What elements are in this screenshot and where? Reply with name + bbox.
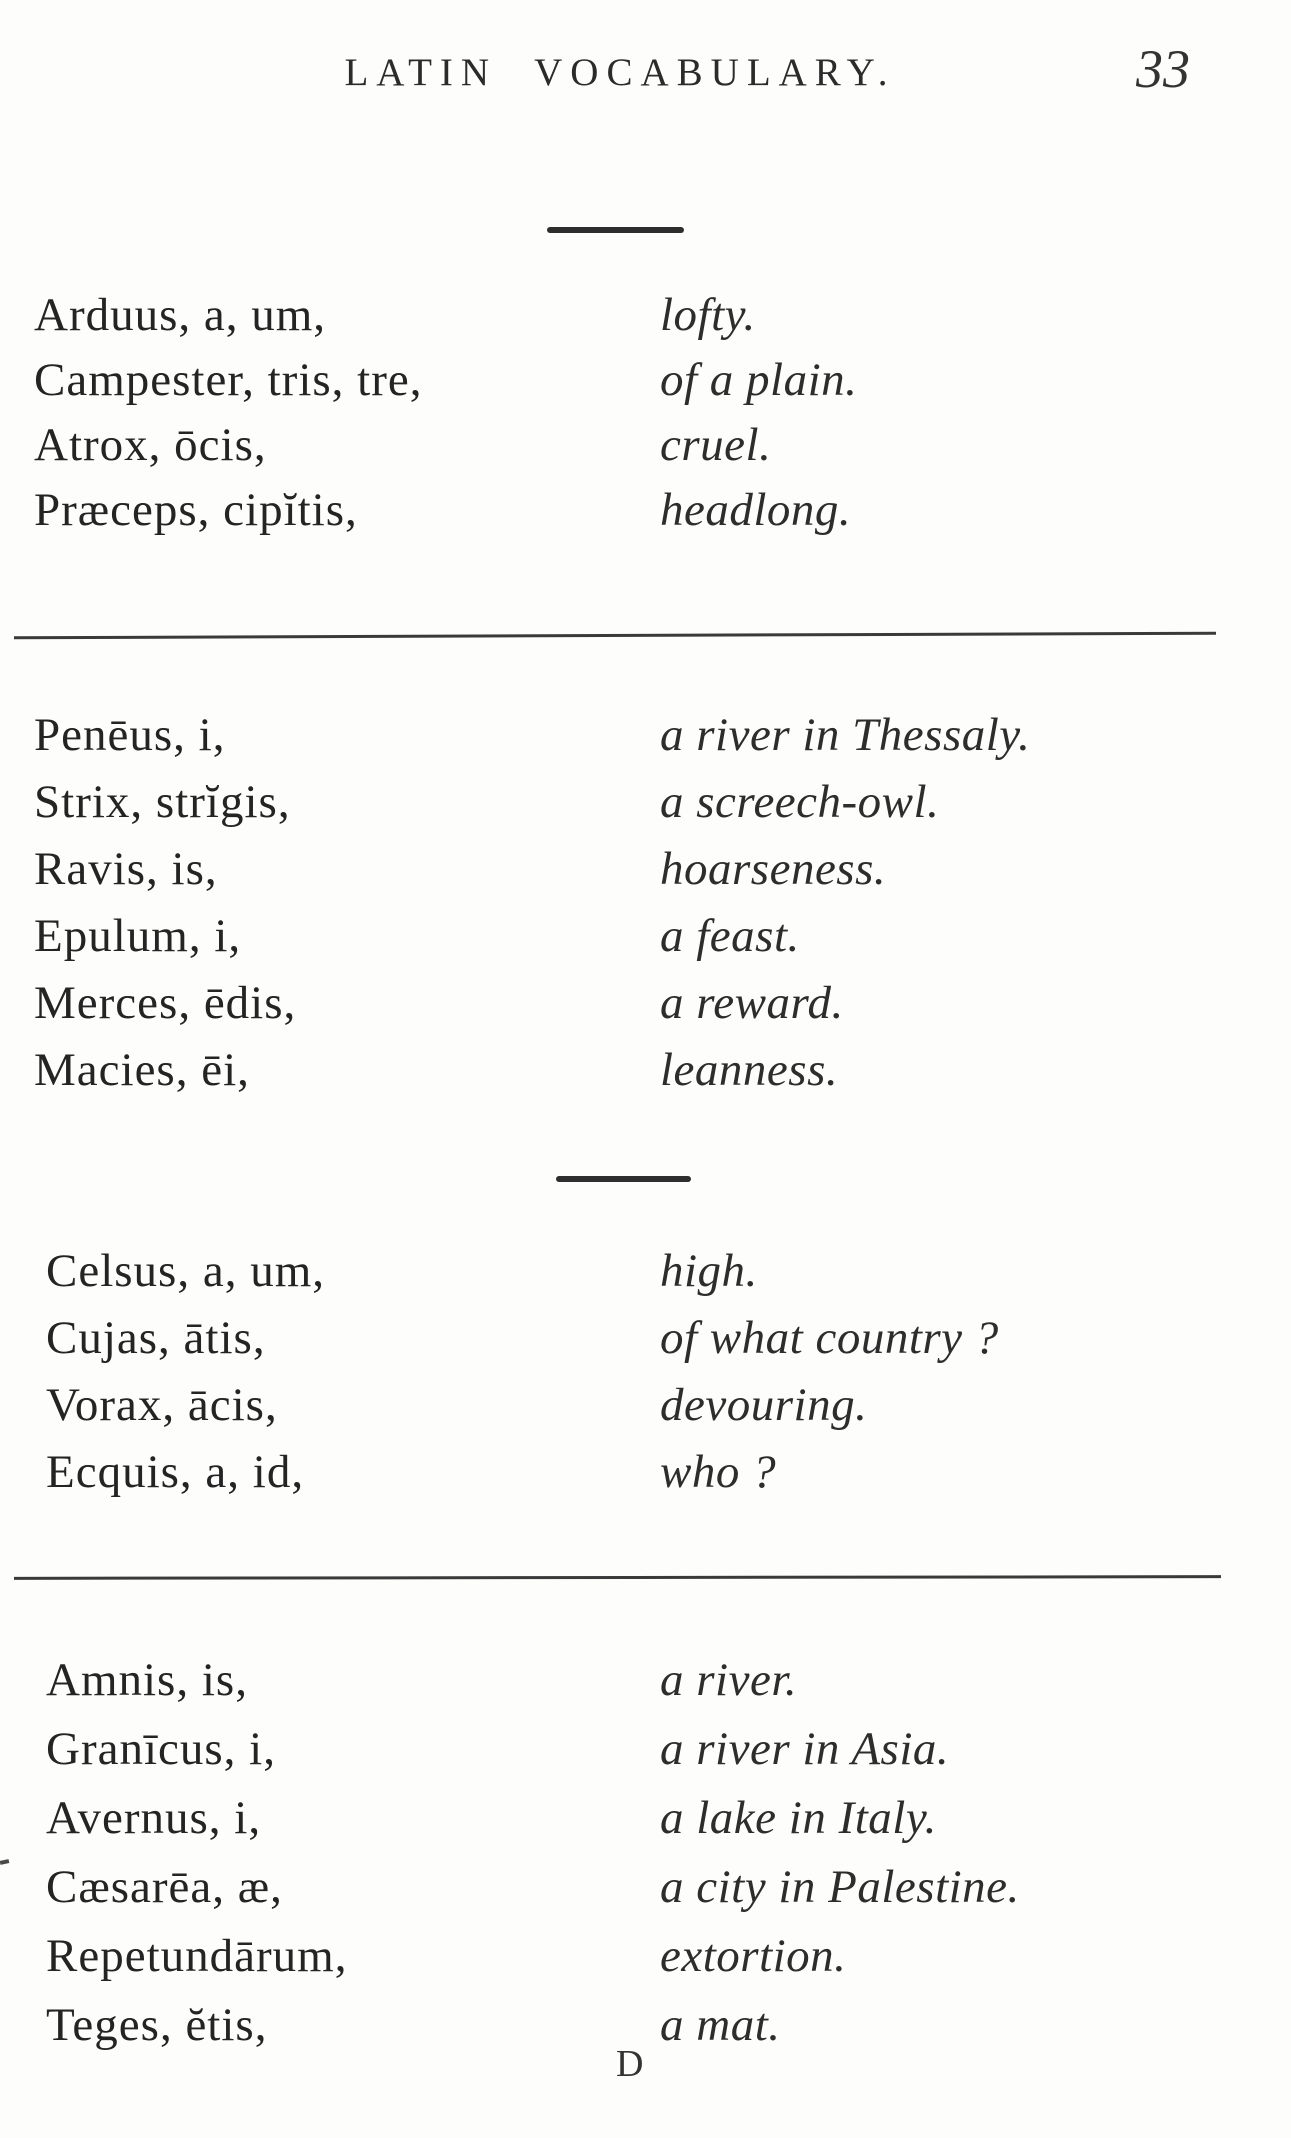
- vocab-entry: [46, 1439, 1264, 1506]
- latin-word: Penēus, i,: [34, 709, 226, 761]
- latin-word: Celsus, a, um,: [46, 1245, 326, 1297]
- vocab-entry: [46, 1853, 1264, 1922]
- english-definition: a lake in Italy.: [660, 1792, 937, 1844]
- vocab-entry: [46, 1238, 1264, 1305]
- vocab-entry: [46, 1991, 1264, 2060]
- latin-word: Præceps, cipĭtis,: [34, 484, 358, 536]
- latin-word: Strix, strĭgis,: [34, 776, 291, 828]
- page-title: LATIN VOCABULARY.: [344, 51, 896, 94]
- vocab-section: [46, 1238, 1264, 1506]
- vocab-entry: [46, 1784, 1264, 1853]
- english-definition: a river in Thessaly.: [660, 709, 1031, 761]
- section-divider-short: [547, 227, 684, 233]
- scan-stray-mark: [0, 1859, 9, 1865]
- vocab-entry: [46, 1305, 1264, 1372]
- vocab-entry: [34, 970, 1264, 1037]
- english-definition: headlong.: [660, 484, 852, 536]
- latin-word: Atrox, ōcis,: [34, 419, 267, 471]
- vocab-entry: [34, 348, 1264, 413]
- english-definition: cruel.: [660, 419, 772, 471]
- latin-word: Repetundārum,: [46, 1930, 348, 1982]
- vocab-entry: [34, 903, 1264, 970]
- latin-word: Merces, ēdis,: [34, 977, 297, 1029]
- latin-word: Ecquis, a, id,: [46, 1446, 305, 1498]
- english-definition: who ?: [660, 1446, 777, 1498]
- vocab-entry: [34, 1037, 1264, 1104]
- english-definition: of what country ?: [660, 1312, 999, 1364]
- english-definition: a mat.: [660, 1999, 781, 2051]
- section-divider-full: [14, 632, 1216, 640]
- vocab-section: [34, 283, 1264, 543]
- vocab-entry: [46, 1715, 1264, 1784]
- latin-word: Cæsarēa, æ,: [46, 1861, 283, 1913]
- vocab-entry: [46, 1646, 1264, 1715]
- latin-word: Teges, ĕtis,: [46, 1999, 268, 2051]
- latin-word: Vorax, ācis,: [46, 1379, 278, 1431]
- english-definition: a feast.: [660, 910, 800, 962]
- english-definition: leanness.: [660, 1044, 839, 1096]
- vocab-section: [34, 702, 1264, 1104]
- page-number: 33: [1136, 39, 1190, 99]
- latin-word: Ravis, is,: [34, 843, 218, 895]
- vocab-entry: [46, 1922, 1264, 1991]
- english-definition: of a plain.: [660, 354, 858, 406]
- vocab-entry: [34, 283, 1264, 348]
- vocab-entry: [34, 478, 1264, 543]
- latin-word: Epulum, i,: [34, 910, 242, 962]
- signature-mark: D: [616, 2043, 644, 2085]
- vocab-section: [46, 1646, 1264, 2060]
- latin-word: Avernus, i,: [46, 1792, 262, 1844]
- english-definition: hoarseness.: [660, 843, 887, 895]
- vocab-entry: [34, 836, 1264, 903]
- vocab-entry: [46, 1372, 1264, 1439]
- vocab-entry: [34, 413, 1264, 478]
- latin-word: Granīcus, i,: [46, 1723, 276, 1775]
- latin-word: Macies, ēi,: [34, 1044, 250, 1096]
- english-definition: high.: [660, 1245, 758, 1297]
- section-divider-full: [14, 1575, 1221, 1580]
- english-definition: a city in Palestine.: [660, 1861, 1020, 1913]
- latin-word: Amnis, is,: [46, 1654, 248, 1706]
- english-definition: devouring.: [660, 1379, 868, 1431]
- latin-word: Campester, tris, tre,: [34, 354, 423, 406]
- english-definition: a screech-owl.: [660, 776, 940, 828]
- english-definition: lofty.: [660, 289, 756, 341]
- vocab-entry: [34, 769, 1264, 836]
- english-definition: a reward.: [660, 977, 844, 1029]
- english-definition: extortion.: [660, 1930, 847, 1982]
- vocab-entry: [34, 702, 1264, 769]
- section-divider-short: [556, 1176, 691, 1182]
- latin-word: Cujas, ātis,: [46, 1312, 266, 1364]
- english-definition: a river.: [660, 1654, 798, 1706]
- english-definition: a river in Asia.: [660, 1723, 950, 1775]
- latin-word: Arduus, a, um,: [34, 289, 327, 341]
